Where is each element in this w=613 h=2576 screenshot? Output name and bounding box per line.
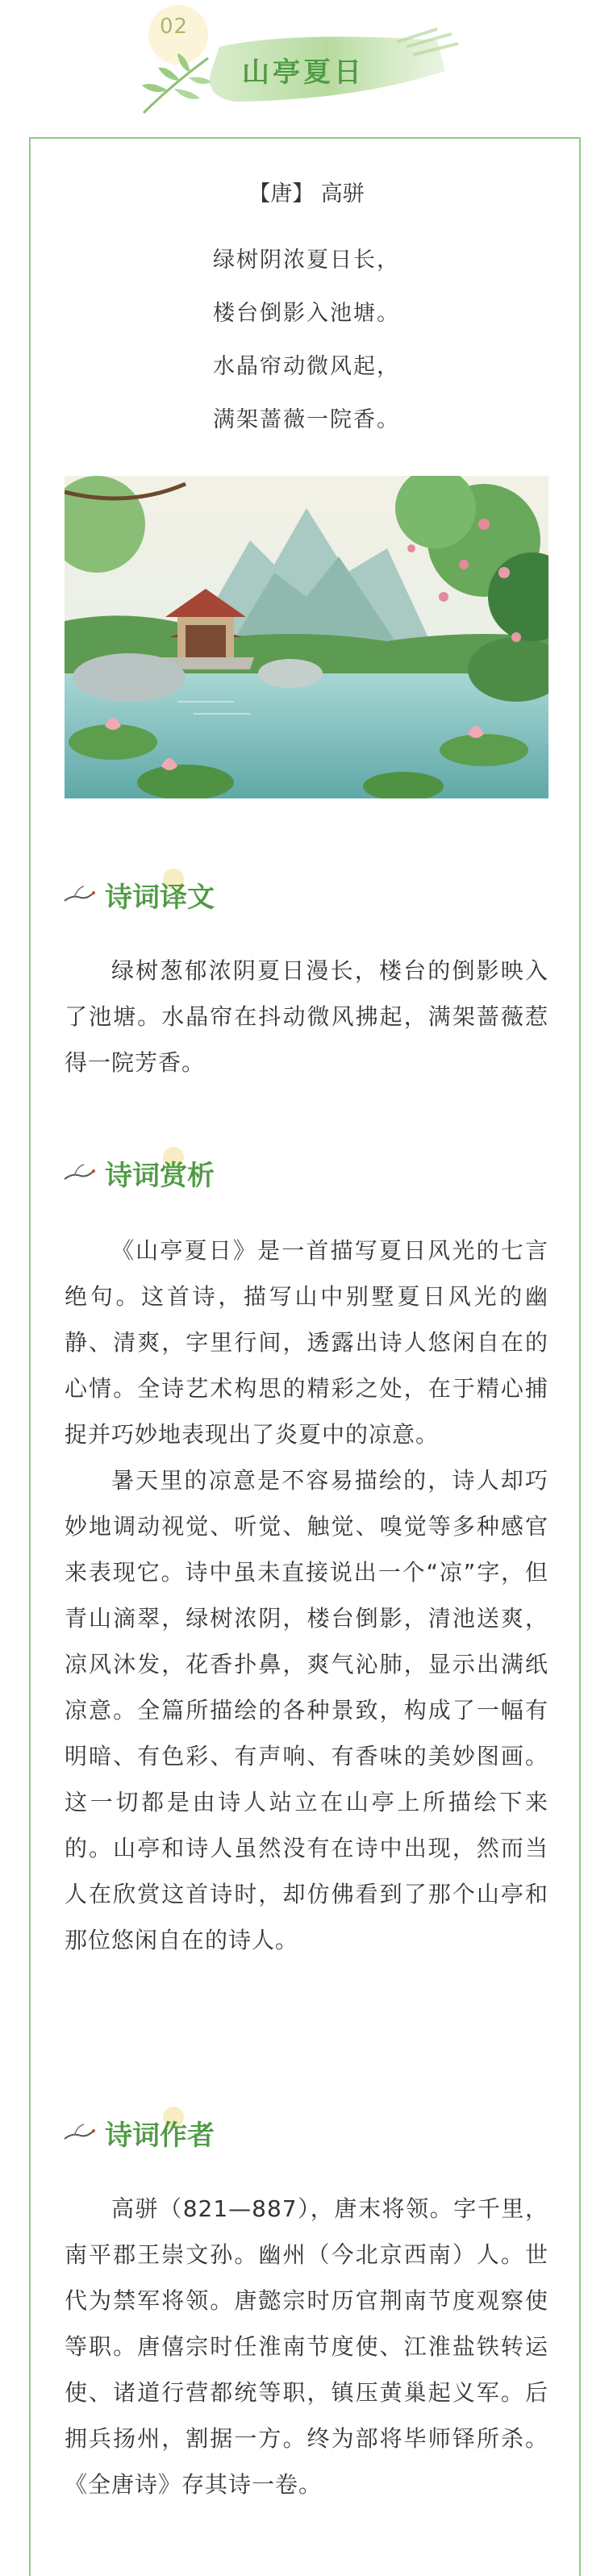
author-paragraph: 高骈（821—887），唐末将领。字千里，南平郡王崇文孙。幽州（今北京西南）人。世代为禁军将领。唐懿宗时历官荆南节度观察使等职。唐僖宗时任淮南节度使、江淮盐铁转运使、诸道行营都统等职，镇压黄巢起义军。后拥兵扬州，割据一方。终为部将毕师铎所杀。《全唐诗》存其诗一卷。 [65, 2195, 548, 2498]
poem-line: 满架蔷薇一院香。 [213, 407, 400, 432]
section-header [0, 0, 613, 137]
section-title: 诗词译文 [105, 882, 215, 914]
poem-line: 绿树阴浓夏日长， [213, 248, 400, 273]
crane-icon [63, 883, 95, 907]
appreciation-paragraph-1: 《山亭夏日》是一首描写夏日风光的七言绝句。这首诗，描写山中别墅夏日风光的幽静、清爽，字里行间，透露出诗人悠闲自在的心情。全诗艺术构思的精彩之处，在于精心捕捉并巧妙地表现出了炎夏中的凉意。 [65, 1237, 548, 1448]
page-title: 山亭夏日 [242, 56, 365, 89]
poem-line: 水晶帘动微风起， [213, 354, 400, 379]
appreciation-paragraph-2: 暑天里的凉意是不容易描绘的，诗人却巧妙地调动视觉、听觉、触觉、嗅觉等多种感官来表现它。诗中虽未直接说出一个“凉”字，但青山滴翠，绿树浓阴，楼台倒影，清池送爽，凉风沐发，花香扑鼻，爽气沁肺，显示出满纸凉意。全篇所描绘的各种景致，构成了一幅有明暗、有色彩、有声响、有香味的美妙图画。这一切都是由诗人站立在山亭上所描绘下来的。山亭和诗人虽然没有在诗中出现，然而当人在欣赏这首诗时，却仿佛看到了那个山亭和那位悠闲自在的诗人。 [65, 1467, 548, 1953]
landscape-illustration [65, 476, 548, 798]
section-title: 诗词赏析 [105, 1160, 215, 1192]
leaf-icon [136, 48, 216, 121]
section-title: 诗词作者 [105, 2120, 215, 2152]
crane-icon [63, 2121, 95, 2145]
poem-line: 楼台倒影入池塘。 [213, 301, 400, 326]
translation-paragraph: 绿树葱郁浓阴夏日漫长，楼台的倒影映入了池塘。水晶帘在抖动微风拂起，满架蔷薇惹得一院芳香。 [65, 957, 548, 1076]
poem-author: 【唐】 高骈 [248, 181, 365, 206]
section-number: 02 [160, 15, 189, 39]
crane-icon [63, 1161, 95, 1186]
